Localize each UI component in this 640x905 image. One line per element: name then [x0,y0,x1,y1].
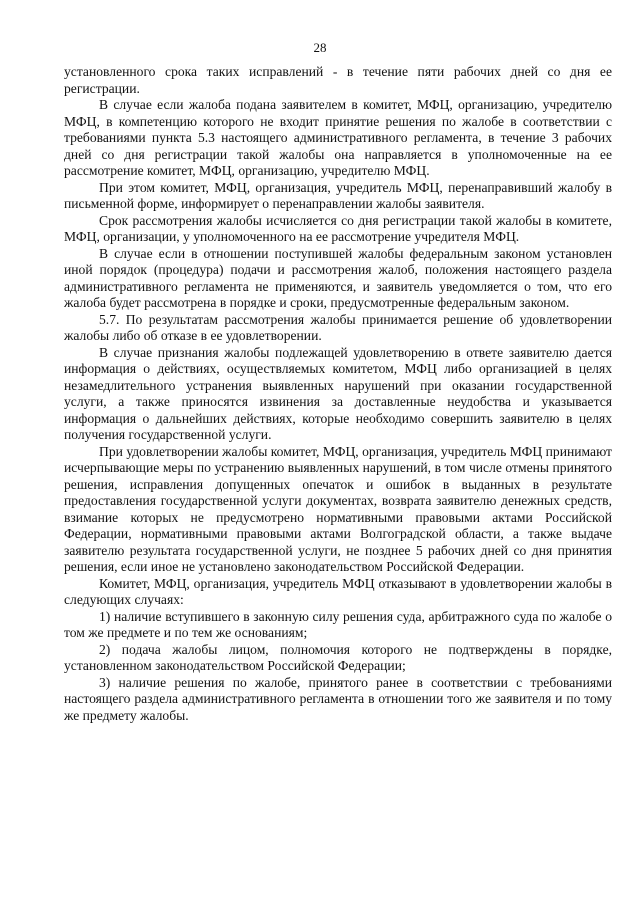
list-item: 1) наличие вступившего в законную силу решения суда, арбитражного суда по жалобе о том же предмете и по тем же основаниям; [64,608,612,640]
paragraph-section-5-7: 5.7. По результатам рассмотрения жалобы принимается решение об удовлетворении жалобы либо об отказе в ее удовлетворении. [64,311,612,343]
paragraph: При этом комитет, МФЦ, организация, учредитель МФЦ, перенаправивший жалобу в письменной форме, информирует о перенаправлении жалобы заявителя. [64,179,612,211]
paragraph: При удовлетворении жалобы комитет, МФЦ, организация, учредитель МФЦ принимают исчерпывающие меры по устранению выявленных нарушений, в том числе отмены принятого решения, исправления допущенных опечаток и ошибок в выданных в результате предоставления государственной услуги документах, возврата заявителю денежных средств, взимание которых не предусмотрено нормативными правовыми актами Российской Федерации, нормативными правовыми актами Волгоградской области, а также выдаче заявителю результата государственной услуги, не позднее 5 рабочих дней со дня принятия решения, если иное не установлено законодательством Российской Федерации. [64,443,612,574]
list-item: 3) наличие решения по жалобе, принятого ранее в соответствии с требованиями настоящего раздела административного регламента в отношении того же заявителя и по тому же предмету жалобы. [64,674,612,723]
paragraph: Срок рассмотрения жалобы исчисляется со дня регистрации такой жалобы в комитете, МФЦ, организации, у уполномоченного на ее рассмотрение учредителя МФЦ. [64,212,612,244]
paragraph: В случае признания жалобы подлежащей удовлетворению в ответе заявителю дается информация о действиях, осуществляемых комитетом, МФЦ либо организацией в целях незамедлительного устранения выявленных нарушений при оказании государственной услуги, а также приносятся извинения за доставленные неудобства и указывается информация о дальнейших действиях, которые необходимо совершить заявителю в целях получения государственной услуги. [64,344,612,442]
paragraph: В случае если жалоба подана заявителем в комитет, МФЦ, организацию, учредителю МФЦ, в компетенцию которого не входит принятие решения по жалобе в соответствии с требованиями пункта 5.3 настоящего административного регламента, в течение 3 рабочих дней со дня регистрации такой жалобы она направляется в уполномоченные на ее рассмотрение комитет, МФЦ, организацию, учредителю МФЦ. [64,97,612,178]
paragraph: В случае если в отношении поступившей жалобы федеральным законом установлен иной порядок (процедура) подачи и рассмотрения жалоб, положения настоящего раздела административного регламента не применяются, и заявитель уведомляется о том, что его жалоба будет рассмотрена в порядке и сроки, предусмотренные федеральным законом. [64,245,612,310]
paragraph-continuation: установленного срока таких исправлений - в течение пяти рабочих дней со дня ее регистрации. [64,64,612,96]
paragraph: Комитет, МФЦ, организация, учредитель МФЦ отказывают в удовлетворении жалобы в следующих случаях: [64,575,612,607]
document-body [64,64,612,724]
page-number: 28 [313,40,327,55]
list-item: 2) подача жалобы лицом, полномочия которого не подтверждены в порядке, установленном законодательством Российской Федерации; [64,641,612,673]
